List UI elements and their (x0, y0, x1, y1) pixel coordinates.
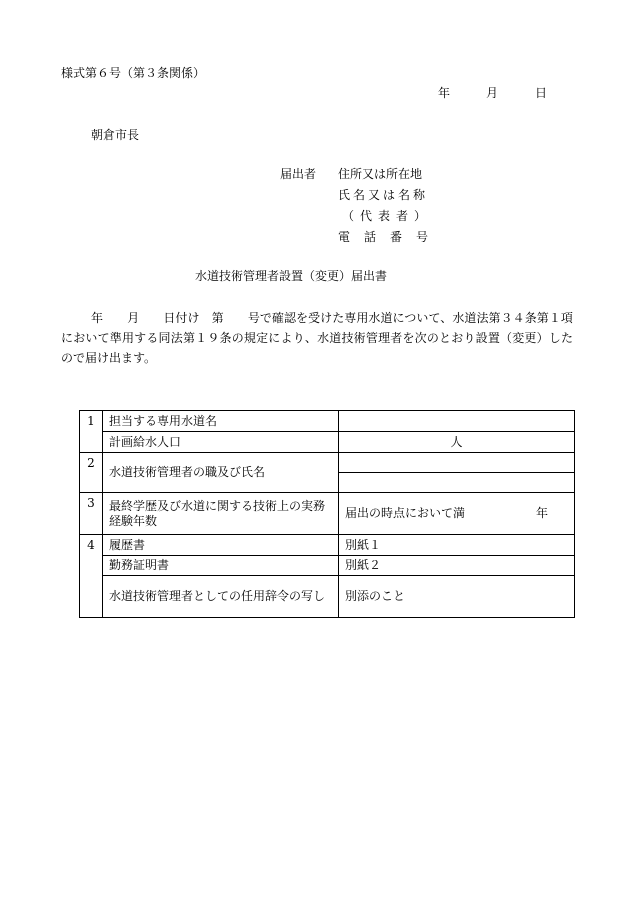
row1-value-b: 人 (339, 432, 575, 453)
body-year: 年 (91, 311, 104, 325)
table-row (80, 556, 575, 576)
row1-item-b: 計画給水人口 (103, 432, 339, 453)
date-day: 日 (535, 86, 548, 100)
row4-item-b: 勤務証明書 (103, 556, 339, 576)
row2-value-a (339, 453, 575, 473)
date-year: 年 (438, 86, 451, 100)
row4-number: 4 (80, 535, 103, 618)
row1-number: 1 (80, 411, 103, 453)
row4-value-a: 別紙１ (339, 535, 575, 556)
row3-value (339, 493, 575, 535)
row4-item-c: 水道技術管理者としての任用辞令の写し (103, 576, 339, 618)
details-table (79, 410, 575, 618)
row4-value-c: 別添のこと (339, 576, 575, 618)
table-row (80, 453, 575, 473)
form-number: 様式第６号（第３条関係） (61, 66, 206, 80)
row4-value-b: 別紙２ (339, 556, 575, 576)
document-title: 水道技術管理者設置（変更）届出書 (195, 269, 388, 283)
body-date-suffix: 日付け 第 (163, 311, 224, 325)
table-row (80, 432, 575, 453)
row1-value-a (339, 411, 575, 432)
row3-item: 最終学歴及び水道に関する技術上の実務経験年数 (103, 493, 339, 535)
date-month: 月 (486, 86, 499, 100)
row2-number: 2 (80, 453, 103, 493)
row3-value-text: 届出の時点において満 (345, 506, 466, 520)
table-row (80, 576, 575, 618)
table-row (80, 493, 575, 535)
notifier-address: 住所又は所在地 (338, 167, 423, 181)
row3-number: 3 (80, 493, 103, 535)
body-text: 号で確認を受けた専用水道について、水道法第３４条第１項において準用する同法第１９条の規定により、水道技術管理者を次のとおり設置（変更）したので届け出ます。 (61, 311, 573, 365)
row1-item-a: 担当する専用水道名 (103, 411, 339, 432)
body-month: 月 (127, 311, 140, 325)
notifier-label: 届出者 (280, 167, 317, 181)
notifier-phone: 電話番号 (338, 230, 443, 244)
row4-item-a: 履歴書 (103, 535, 339, 556)
row2-item: 水道技術管理者の職及び氏名 (103, 453, 339, 493)
notifier-representative: （代表者） (342, 209, 433, 223)
row2-value-b (339, 473, 575, 493)
notifier-name: 氏名又は名称 (338, 188, 429, 202)
body-paragraph (61, 308, 573, 368)
table-row (80, 411, 575, 432)
row3-value-unit: 年 (535, 506, 548, 520)
table-row (80, 535, 575, 556)
addressee: 朝倉市長 (91, 128, 140, 142)
